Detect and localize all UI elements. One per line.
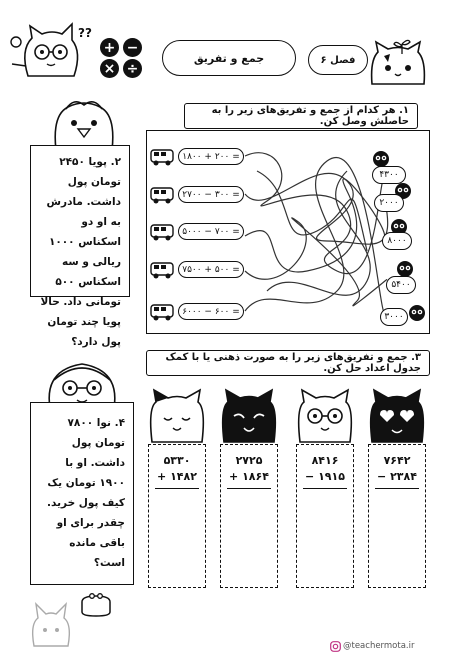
vertical-box-1 xyxy=(148,444,206,588)
bus-icon-3 xyxy=(150,223,176,241)
maze-expression-2: ۲۷۰۰ − ۳۰۰ = xyxy=(178,186,244,203)
cat-face-sleepy-icon xyxy=(148,388,206,444)
maze-answer-3: ۸۰۰۰ xyxy=(382,232,412,250)
maze-answer-1: ۴۳۰۰ xyxy=(372,166,406,184)
vertical-problem-4 xyxy=(369,453,425,489)
section3-title: ۳. جمع و تفریق‌های زیر را به صورت ذهنی یا با کمک جدول اعداد حل کن. xyxy=(146,350,430,376)
worksheet-title: جمع و تفریق xyxy=(162,40,296,76)
times-icon: × xyxy=(100,59,119,78)
bus-icon-1 xyxy=(150,148,176,166)
problem2-box xyxy=(30,145,130,348)
maze-answer-5: ۳۰۰۰ xyxy=(380,308,408,326)
answer-line-3 xyxy=(303,488,347,489)
girl-with-glasses-illustration xyxy=(40,356,124,408)
vertical-problem-1 xyxy=(149,453,205,489)
problem2-text: ۲. پویا ۲۴۵۰ تومان پول داشت. مادرش به او دو اسکناس ۱۰۰۰ ریالی و سه اسکناس ۵۰۰ تومانی داد. حالا پویا چند تومان پول دارد؟ xyxy=(40,156,121,348)
problem4-box xyxy=(30,402,134,585)
cat-with-glasses-face-icon xyxy=(296,388,354,444)
vertical-box-2 xyxy=(220,444,278,588)
coin-purse-icon xyxy=(78,592,114,618)
footer-handle: @teachermota.ir xyxy=(343,641,415,651)
bunny-corner-illustration xyxy=(28,600,74,648)
bus-icon-2 xyxy=(150,186,176,204)
vertical-bottom-3: − ۱۹۱۵ xyxy=(305,470,345,483)
vertical-box-4 xyxy=(368,444,426,588)
divide-icon: ÷ xyxy=(123,59,142,78)
maze-expression-1: ۱۸۰۰ + ۲۰۰ = xyxy=(178,148,244,165)
problem4-text: ۴. نوا ۷۸۰۰ تومان پول داشت. او با ۱۹۰۰ تومان یک کیف پول خرید. چقدر برای او باقی مانده است؟ xyxy=(47,417,125,569)
maze-expression-4: ۷۵۰۰ + ۵۰۰ = xyxy=(178,261,244,278)
answer-line-2 xyxy=(227,488,271,489)
bus-icon-5 xyxy=(150,303,176,321)
soot-sprite-icon-4 xyxy=(394,258,416,278)
plant-icon xyxy=(392,36,412,54)
vertical-top-1: ۵۳۳۰ xyxy=(163,454,191,467)
section1-title: ۱. هر کدام از جمع و تفریق‌های زیر را به حاصلش وصل کن. xyxy=(184,103,418,129)
cat-heart-eyes-face-icon xyxy=(368,388,426,444)
vertical-bottom-4: − ۲۳۸۴ xyxy=(377,470,417,483)
instagram-icon xyxy=(330,641,341,652)
vertical-problem-2 xyxy=(221,453,277,489)
bus-icon-4 xyxy=(150,261,176,279)
black-cat-face-icon xyxy=(220,388,278,444)
vertical-top-3: ۸۴۱۶ xyxy=(311,454,339,467)
answer-line-1 xyxy=(155,488,199,489)
plus-icon: + xyxy=(100,38,119,57)
question-marks: ?? xyxy=(78,26,92,40)
soot-sprite-icon-1 xyxy=(370,148,392,168)
duck-illustration xyxy=(44,95,124,150)
minus-icon: − xyxy=(123,38,142,57)
vertical-top-2: ۲۷۲۵ xyxy=(235,454,263,467)
vertical-box-3 xyxy=(296,444,354,588)
maze-answer-4: ۵۴۰۰ xyxy=(386,276,416,294)
vertical-bottom-1: + ۱۴۸۲ xyxy=(157,470,197,483)
operation-symbols xyxy=(100,38,144,76)
maze-expression-5: ۶۰۰۰ − ۶۰۰ = xyxy=(178,303,244,320)
vertical-top-4: ۷۶۴۲ xyxy=(383,454,411,467)
soot-sprite-icon-5 xyxy=(406,302,428,322)
maze-expression-3: ۵۰۰۰ − ۷۰۰ = xyxy=(178,223,244,240)
maze-answer-2: ۲۰۰۰ xyxy=(374,194,404,212)
vertical-problem-3 xyxy=(297,453,353,489)
vertical-bottom-2: + ۱۸۶۴ xyxy=(229,470,269,483)
chapter-label: فصل ۶ xyxy=(308,45,368,75)
answer-line-4 xyxy=(375,488,419,489)
